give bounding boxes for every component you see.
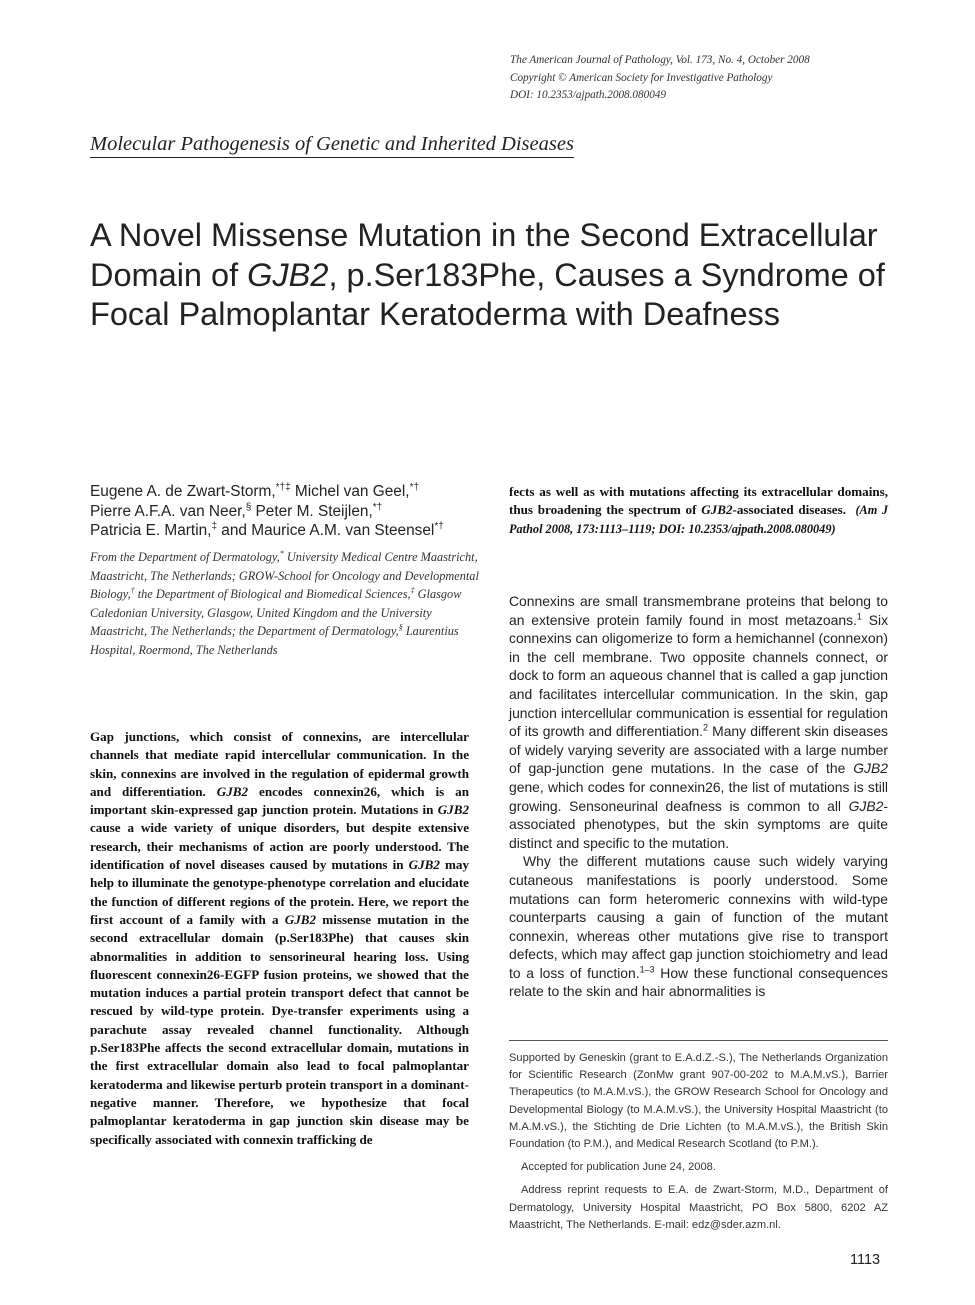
funding-note: Supported by Geneskin (grant to E.A.d.Z.-S.), The Netherlands Organization for Scientific Research (ZonMw grant 907-00-202 to M.A.M.vS.), Barrier Therapeutics (to M.A.M.vS.), the GROW Research School for Oncology and Developmental Biology (to M.A.M.vS.), the University Hospital Maastricht (to M.A.M.vS.), the Stichting de Drie Lichten (to M.A.M.vS.), the British Skin Foundation (to P.M.), and Medical Research Scotland (to P.M.). (509, 1052, 888, 1151)
author-name: and Maurice A.M. van Steensel (217, 522, 435, 539)
author-affil-mark: § (245, 501, 252, 513)
body-span: Many different skin diseases of widely varying severity are associated with a large number of gap-junction gene mutations. In the case of the (509, 723, 888, 777)
body-span: Six connexins can oligomerize to form a hemichannel (connexon) in the cell membrane. Two opposite channels connect, or dock to form an aqueous channel that is called a gap junction and facilitates intercellular communication. In the skin, gap junction intercellular communication is essential for regulation of its growth and differentiation. (509, 611, 889, 740)
abstract-text: encodes connexin26, which is an important skin-expressed gap junction protein. Mutations in (90, 783, 469, 818)
abstract-text: fects as well as with mutations affecting its extracellular domains, thus broadening the spectrum of (509, 484, 888, 518)
author-name: Pierre A.F.A. van Neer, (90, 502, 246, 520)
author-name: Patricia E. Martin, (90, 522, 212, 539)
gene-name: GJB2 (408, 857, 440, 873)
article-title (90, 216, 910, 335)
author-name: Peter M. Steijlen, (251, 502, 373, 520)
author-name: Michel van Geel, (290, 483, 410, 500)
reference-mark: 1 (856, 610, 862, 621)
affiliation-mark: * (279, 548, 284, 558)
title-gene: GJB2 (247, 256, 329, 293)
title-part-1: A Novel Missense Mutation in the Second Extracellular Domain of (90, 217, 878, 293)
abstract (90, 728, 469, 1149)
body-paragraph (509, 852, 888, 1001)
title-part-2: , p.Ser183Phe, Causes a Syndrome of Focal Palmoplantar Keratoderma with Deafness (90, 256, 885, 332)
reference-mark: 2 (702, 722, 708, 733)
reference-mark: 1–3 (639, 964, 655, 975)
affiliation-text: Laurentius Hospital, Roermond, The Netherlands (90, 624, 459, 657)
affiliation-text: the Department of Biological and Biomedical Sciences, (134, 587, 411, 601)
footnotes (509, 1050, 888, 1234)
abstract-continuation (509, 483, 888, 538)
author-list (90, 482, 490, 541)
body-text (509, 592, 888, 1001)
gene-name: GJB2 (701, 502, 733, 518)
gene-name: GJB2 (853, 760, 888, 777)
author-affil-mark: *† (409, 481, 420, 493)
copyright-line: Copyright © American Society for Investigative Pathology (510, 71, 773, 84)
author-affil-mark: ‡ (211, 520, 218, 532)
affiliation-text: Glasgow Caledonian University, Glasgow, United Kingdom and the University Maastricht, The Netherlands; the Department of Dermatology, (90, 587, 462, 638)
body-span: Why the different mutations cause such widely varying cutaneous manifestations is poorly understood. Some mutations can form heteromeric connexins with wild-type counterparts causing a gain of function of the mutant connexin, whereas other mutations give rise to transport defects, which may affect gap junction stoichiometry and lead to a loss of function. (509, 853, 888, 981)
acceptance-note: Accepted for publication June 24, 2008. (521, 1161, 716, 1174)
section-heading: Molecular Pathogenesis of Genetic and Inherited Diseases (90, 131, 574, 158)
abstract-text: -associated diseases. (732, 502, 846, 518)
author-affil-mark: *† (434, 520, 444, 532)
gene-name: GJB2 (848, 797, 884, 814)
affiliation-mark: ‡ (410, 585, 415, 595)
footnote-divider (509, 1040, 888, 1041)
affiliation-mark: † (130, 585, 135, 595)
affiliation-mark: § (398, 622, 403, 632)
gene-name: GJB2 (284, 911, 317, 927)
body-span: Connexins are small transmembrane proteins that belong to an extensive protein family found in most metazoans. (509, 593, 888, 628)
body-span: gene, which codes for connexin26, the list of mutations is still growing. Sensoneurinal deafness is common to all (509, 778, 888, 814)
journal-header (510, 52, 950, 105)
author-affil-mark: *† (372, 501, 383, 513)
body-span: How these functional consequences relate to the skin and hair abnormalities is (509, 964, 888, 1000)
author-affil-mark: *†‡ (275, 481, 291, 493)
author-name: Eugene A. de Zwart-Storm, (90, 483, 276, 500)
abstract-text: may help to illuminate the genotype-phenotype correlation and elucidate the function of different regions of the protein. Here, we report the first account of a family with a (90, 857, 469, 927)
page-number: 1113 (850, 1252, 881, 1268)
abstract-text: Gap junctions, which consist of connexins, are intercellular channels that mediate rapid intercellular communication. In the skin, connexins are involved in the regulation of epidermal growth and differentiation. (90, 729, 469, 799)
abstract-text: cause a wide variety of unique disorders, but despite extensive research, their mechanisms of action are poorly understood. The identification of novel diseases caused by mutations in (90, 820, 469, 873)
affiliation-text: University Medical Centre Maastricht, Maastricht, The Netherlands; GROW-School for Oncology and Developmental Biology, (90, 550, 479, 601)
gene-name: GJB2 (216, 783, 249, 799)
body-paragraph (509, 592, 888, 852)
doi-line: DOI: 10.2353/ajpath.2008.080049 (510, 89, 666, 101)
journal-citation-line: The American Journal of Pathology, Vol. 173, No. 4, October 2008 (510, 54, 810, 66)
gene-name: GJB2 (437, 802, 469, 818)
body-span: -associated phenotypes, but the skin symptoms are quite distinct and specific to the mutation. (509, 797, 888, 851)
affiliations (90, 548, 490, 659)
affiliation-text: From the Department of Dermatology, (90, 550, 280, 564)
article-citation: (Am J Pathol 2008, 173:1113–1119; DOI: 10.2353/ajpath.2008.080049) (509, 503, 888, 536)
abstract-text: missense mutation in the second extracellular domain (p.Ser183Phe) that causes skin abnormalities in addition to sensorineural hearing loss. Using fluorescent connexin26-EGFP fusion proteins, we showed that the mutation induces a partial protein transport defect that cannot be rescued by wild-type protein. Dye-transfer experiments using a parachute assay revealed channel functionality. Although p.Ser183Phe affects the second extracellular domain, mutations in the first extracellular domain also lead to focal palmoplantar keratoderma and likewise perturb protein transport in a dominant-negative manner. Therefore, we hypothesize that focal palmoplantar keratoderma in gap junction skin disease may be specifically associated with connexin trafficking de (90, 911, 469, 1147)
reprint-note: Address reprint requests to E.A. de Zwart-Storm, M.D., Department of Dermatology, University Hospital Maastricht, PO Box 5800, 6202 AZ Maastricht, The Netherlands. E-mail: edz@sder.azm.nl. (509, 1184, 888, 1231)
